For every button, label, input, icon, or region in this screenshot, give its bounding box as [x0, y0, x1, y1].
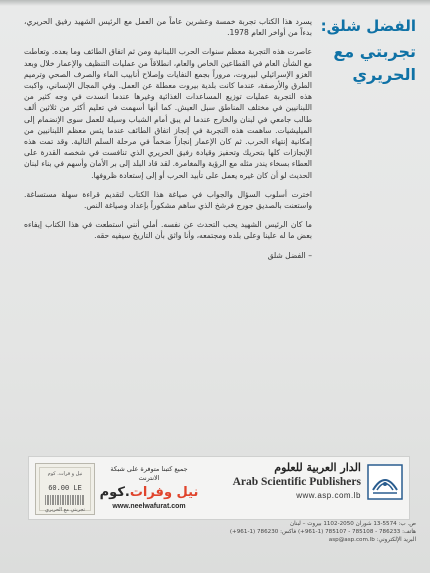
store-website: www.neelwafurat.com: [112, 503, 186, 510]
store-availability-note: جميع كتبنا متوفرة على شبكة الانترنت: [110, 465, 188, 482]
cover-top-shadow: [0, 0, 430, 6]
publisher-contact: [0, 520, 416, 544]
author-name: الفضل شلق:: [320, 17, 416, 35]
blurb-paragraph-intro: يسرد هذا الكتاب تجربة خمسة وعشرين عاماً من العمل مع الرئيس الشهيد رفيق الحريري، بدءاً من أواخر العام 1978.: [24, 17, 312, 38]
publisher-website: www.asp.com.lb: [296, 491, 361, 500]
sticker-store-name: نيل و فرات. كوم: [47, 471, 83, 477]
title-block: [320, 16, 416, 86]
blurb-paragraph-closing: ما كان الرئيس الشهيد يحب التحدث عن نفسه. أملي أنني استطعت في هذا الكتاب إيفاءه بعض ما له علينا وعلى بلده ومجتمعه، وأنا واثق بأن التاريخ سيفيه حقه.: [24, 220, 312, 241]
blurb-paragraph-experience: عاصرت هذه التجربة معظم سنوات الحرب اللبنانية ومن ثم اتفاق الطائف وما بعده. وتعاطت مع الشأن العام في القطاعين الخاص والعام، انطلاقاً من عمليات التنظيف والإعمار خلال وبعد الغزو الإسرائيلي لبيروت، مروراً بجمع النفايات وإصلاح أنابيب الماء والصرف الصحي وترميم الطرق والأرصفة، عندما كانت بلدية بيروت معطلة عن العمل. وفي المجال الإنساني، واكبت هذه التجربة عمليات توزيع المساعدات الغذائية وغيرها عندما انسدت في وجه كثير من اللبنانيين في مختلف المناطق سبل العيش. كما أنها أسهمت في تعليم أكثر من ثلاثين ألف طالب جامعي في لبنان والخارج عندما لم يبق أمام الشباب وسيلة للعمل سوى الإنضمام إلى الميليشيات. ساهمت هذه التجربة في إنجاز اتفاق الطائف عندما يئس معظم اللبنانيين من إمكانية إنتهاء الحرب. ثم كان الإعمار إنجازاً ضخماً في مرحلة السلم التالية. وقد تمت هذه الإنجازات كلها بتحريك وتحفيز وقيادة رفيق الحريري الذي تنافست في شخصه القدرة على العطاء بسخاء يندر مثله مع الرؤية والمغامرة. لقد قاد البلد إلى بر الأمان وأسهم في بناء لبنان الحديث لو أن كان غيره يعمل على تأبيد الحرب أو إلى إستعادة ظروفها.: [24, 47, 312, 180]
publisher-phone: هاتف: 786233 - 785108 - 785107 (1-961+) فاكس: 786230 (1-961+): [229, 529, 416, 535]
publisher-strip: [28, 456, 410, 520]
blurb: [24, 16, 312, 261]
publisher-name-arabic: الدار العربية للعلوم: [274, 461, 361, 474]
publisher-name-english: Arab Scientific Publishers: [232, 476, 361, 488]
publisher-address: ص. ب: 5574-13 شوران 2050-1102 بيروت – لبنان: [289, 521, 416, 527]
store-logo-name: نيل وفرات: [129, 485, 199, 500]
store-logo-suffix: .كوم: [99, 485, 130, 500]
publisher-email: البريد الإلكتروني: asp@asp.com.lb: [328, 537, 416, 543]
publisher-logo-icon: [367, 464, 403, 500]
sticker-barcode: [45, 495, 85, 505]
blurb-paragraph-method: اخترت أسلوب السؤال والجواب في صياغة هذا الكتاب لتقديم قراءة سهلة مستساغة. واستعنت بالصديق جورج فرشخ الذي ساهم مشكوراً بإعداد وصياغة النص.: [24, 189, 312, 211]
blurb-signature: – الفضل شلق: [267, 250, 312, 260]
sticker-price: 60.00 LE: [48, 485, 82, 493]
price-sticker: [35, 463, 95, 515]
sticker-detail: تجربتي مع الحريري: [45, 507, 85, 513]
store-logo: [99, 485, 199, 500]
book-title: تجربتي مع الحريري: [333, 42, 416, 84]
